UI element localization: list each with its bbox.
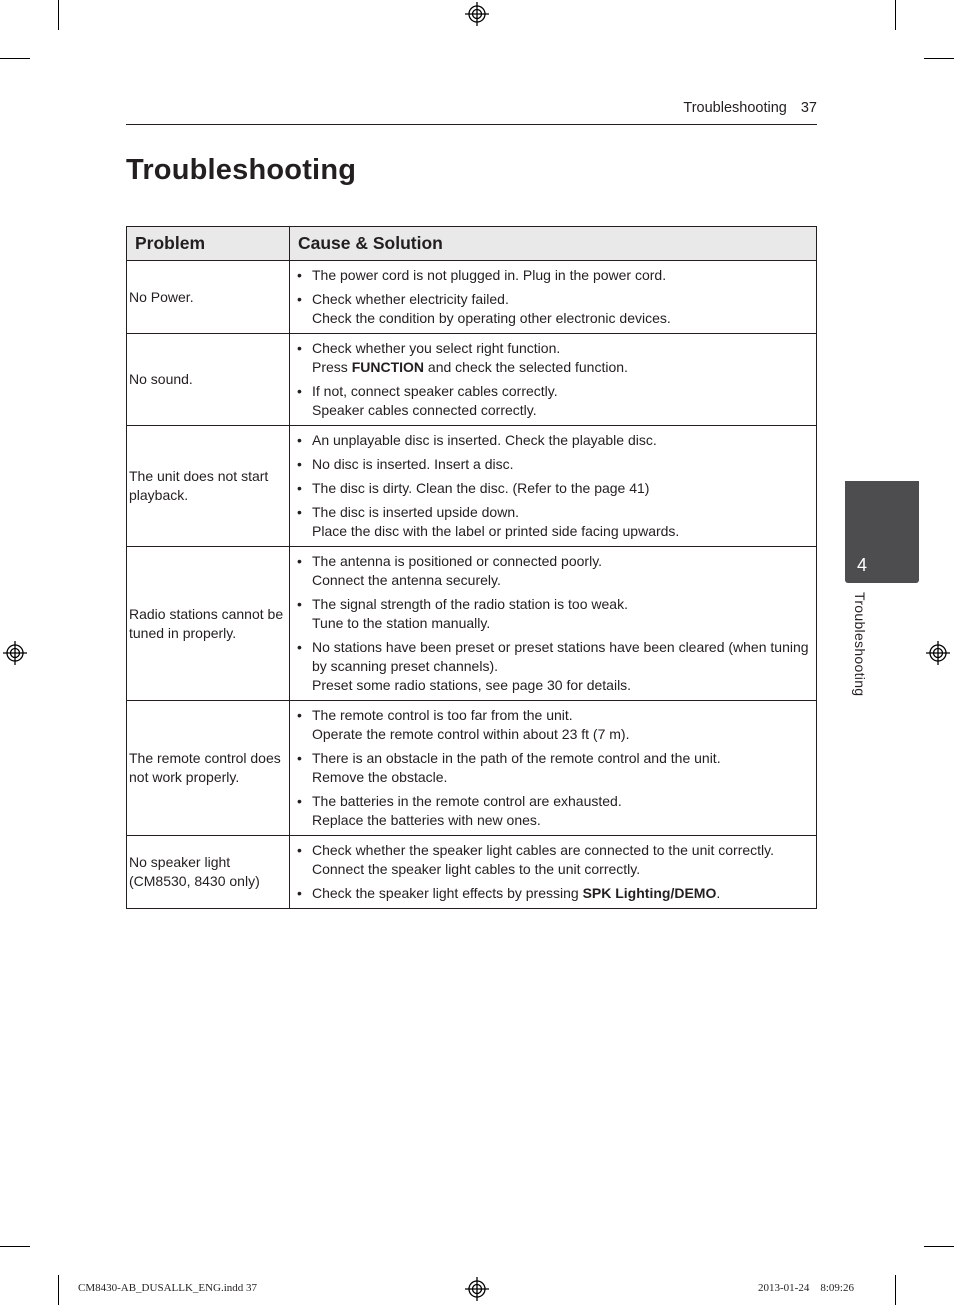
solution-text: An unplayable disc is inserted. Check the playable disc. — [312, 432, 657, 448]
solution-item — [296, 382, 810, 420]
registration-mark-icon — [926, 641, 950, 665]
crop-mark — [924, 1246, 954, 1247]
problem-cell: The remote control does not work properly. — [127, 701, 290, 836]
page-number: 37 — [800, 100, 817, 116]
solution-line — [312, 749, 810, 768]
solution-line — [312, 706, 810, 725]
solution-line — [312, 401, 810, 420]
solution-text: The batteries in the remote control are exhausted. — [312, 793, 622, 809]
solution-line — [312, 860, 810, 879]
chapter-label: Troubleshooting — [852, 592, 868, 697]
solution-line — [312, 309, 810, 328]
solution-text: The signal strength of the radio station is too weak. — [312, 596, 628, 612]
solution-text: The disc is inserted upside down. — [312, 504, 519, 520]
solution-text: Check whether electricity failed. — [312, 291, 509, 307]
table-body — [127, 261, 817, 909]
solution-line — [312, 841, 810, 860]
solution-line — [312, 503, 810, 522]
solution-text: The remote control is too far from the unit. — [312, 707, 573, 723]
table-row — [127, 261, 817, 334]
solution-line — [312, 552, 810, 571]
solution-line — [312, 479, 810, 498]
solution-line — [312, 266, 810, 285]
solution-cell — [290, 426, 817, 547]
solution-item — [296, 841, 810, 879]
solution-text: . — [716, 885, 721, 901]
solution-item — [296, 552, 810, 590]
crop-mark — [895, 0, 896, 30]
solution-item — [296, 455, 810, 474]
troubleshooting-table — [126, 226, 817, 909]
registration-mark-icon — [465, 2, 489, 26]
solution-text: The disc is dirty. Clean the disc. (Refer to the page 41) — [312, 480, 650, 496]
button-name-text: SPK Lighting/DEMO — [582, 885, 717, 901]
table-row — [127, 334, 817, 426]
problem-cell: No Power. — [127, 261, 290, 334]
solution-line — [312, 455, 810, 474]
chapter-number: 4 — [857, 555, 868, 575]
solution-line — [312, 638, 810, 676]
solution-item — [296, 266, 810, 285]
solution-line — [312, 614, 810, 633]
solution-line — [312, 811, 810, 830]
solution-line — [312, 676, 810, 695]
problem-cell: No sound. — [127, 334, 290, 426]
solution-text: Remove the obstacle. — [312, 769, 448, 785]
solution-list — [296, 841, 810, 903]
solution-text: Press — [312, 359, 352, 375]
solution-text: Tune to the station manually. — [312, 615, 491, 631]
solution-item — [296, 884, 810, 903]
page-title: Troubleshooting — [126, 154, 357, 186]
solution-text: Operate the remote control within about 23 ft (7 m). — [312, 726, 630, 742]
running-header — [683, 100, 817, 116]
column-header-solution: Cause & Solution — [290, 227, 817, 261]
table-row — [127, 426, 817, 547]
solution-list — [296, 266, 810, 328]
solution-text: Check the condition by operating other electronic devices. — [312, 310, 671, 326]
solution-list — [296, 339, 810, 420]
solution-line — [312, 522, 810, 541]
solution-item — [296, 595, 810, 633]
solution-line — [312, 431, 810, 450]
solution-text: Speaker cables connected correctly. — [312, 402, 537, 418]
solution-text: Connect the speaker light cables to the unit correctly. — [312, 861, 641, 877]
footer-datetime: 2013-01-24 8:09:26 — [758, 1282, 854, 1294]
solution-text: Check whether the speaker light cables are connected to the unit correctly. — [312, 842, 774, 858]
solution-text: Replace the batteries with new ones. — [312, 812, 541, 828]
solution-text: No disc is inserted. Insert a disc. — [312, 456, 514, 472]
solution-text: Connect the antenna securely. — [312, 572, 501, 588]
solution-item — [296, 749, 810, 787]
crop-mark — [0, 1246, 30, 1247]
problem-cell: Radio stations cannot be tuned in properly. — [127, 547, 290, 701]
table-row — [127, 701, 817, 836]
solution-list — [296, 706, 810, 830]
solution-line — [312, 768, 810, 787]
solution-text: The antenna is positioned or connected poorly. — [312, 553, 603, 569]
solution-list — [296, 552, 810, 695]
solution-cell — [290, 701, 817, 836]
solution-cell — [290, 836, 817, 909]
solution-item — [296, 638, 810, 695]
crop-mark — [895, 1275, 896, 1305]
solution-text: Check whether you select right function. — [312, 340, 561, 356]
solution-text: There is an obstacle in the path of the remote control and the unit. — [312, 750, 721, 766]
column-header-problem: Problem — [127, 227, 290, 261]
solution-cell — [290, 334, 817, 426]
crop-mark — [58, 1275, 59, 1305]
crop-mark — [0, 58, 30, 59]
crop-mark — [58, 0, 59, 30]
solution-item — [296, 479, 810, 498]
solution-line — [312, 290, 810, 309]
solution-line — [312, 792, 810, 811]
solution-line — [312, 339, 810, 358]
registration-mark-icon — [465, 1277, 489, 1301]
solution-item — [296, 290, 810, 328]
solution-line — [312, 725, 810, 744]
solution-text: and check the selected function. — [424, 359, 628, 375]
solution-item — [296, 792, 810, 830]
solution-line — [312, 595, 810, 614]
footer-file: CM8430-AB_DUSALLK_ENG.indd 37 — [78, 1282, 258, 1294]
header-rule — [126, 124, 817, 125]
solution-line — [312, 571, 810, 590]
table-header-row — [127, 227, 817, 261]
solution-cell — [290, 261, 817, 334]
problem-cell: No speaker light (CM8530, 8430 only) — [127, 836, 290, 909]
solution-cell — [290, 547, 817, 701]
solution-text: Preset some radio stations, see page 30 for details. — [312, 677, 632, 693]
problem-cell: The unit does not start playback. — [127, 426, 290, 547]
header-section: Troubleshooting — [683, 100, 787, 116]
solution-text: Place the disc with the label or printed side facing upwards. — [312, 523, 680, 539]
solution-line — [312, 884, 810, 903]
solution-item — [296, 431, 810, 450]
registration-mark-icon — [3, 641, 27, 665]
solution-list — [296, 431, 810, 541]
solution-item — [296, 706, 810, 744]
solution-item — [296, 503, 810, 541]
solution-text: Check the speaker light effects by pressing — [312, 885, 583, 901]
table-row — [127, 547, 817, 701]
table-row — [127, 836, 817, 909]
button-name-text: FUNCTION — [351, 359, 425, 375]
solution-text: If not, connect speaker cables correctly. — [312, 383, 558, 399]
solution-item — [296, 339, 810, 377]
crop-mark — [924, 58, 954, 59]
solution-line — [312, 358, 810, 377]
solution-text: No stations have been preset or preset stations have been cleared (when tuning by scanning preset channels). — [312, 639, 809, 674]
solution-line — [312, 382, 810, 401]
solution-text: The power cord is not plugged in. Plug in the power cord. — [312, 267, 667, 283]
